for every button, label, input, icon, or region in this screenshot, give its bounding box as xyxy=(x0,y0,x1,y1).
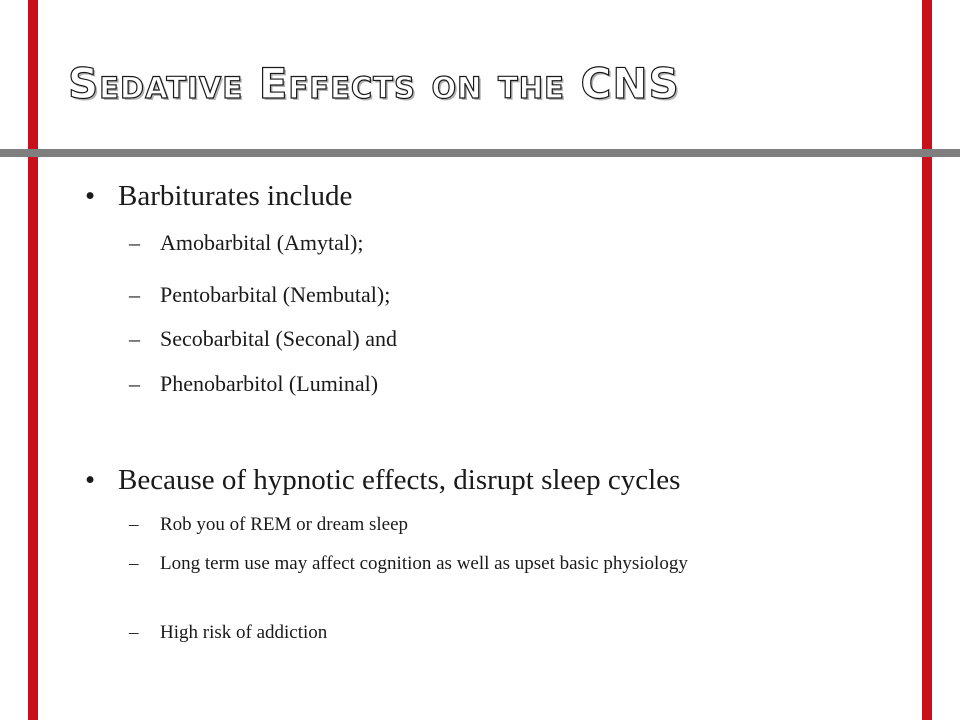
subitem-phenobarbitol xyxy=(129,370,379,398)
subitem-text: Pentobarbital (Nembutal); xyxy=(160,282,391,307)
subitem-text: Phenobarbitol (Luminal) xyxy=(160,371,379,396)
subitem-rem-sleep xyxy=(129,512,820,537)
subitem-addiction-risk xyxy=(129,620,820,645)
bullet-text: Barbiturates include xyxy=(118,180,353,212)
slide-title: Sedative Effects on the CNS xyxy=(68,59,680,108)
bullet-icon: • xyxy=(85,180,96,212)
bullet-icon: • xyxy=(85,464,96,496)
subitem-text: Long term use may affect cognition as well as upset basic physiology xyxy=(160,553,688,574)
dash-icon: – xyxy=(129,282,140,307)
dash-icon: – xyxy=(129,326,140,351)
dash-icon: – xyxy=(129,622,139,643)
bullet-barbiturates xyxy=(85,178,353,214)
subitem-text: Secobarbital (Seconal) and xyxy=(160,326,398,351)
subitem-text: Rob you of REM or dream sleep xyxy=(160,514,409,535)
subitem-pentobarbital xyxy=(129,281,391,309)
subitem-long-term-use xyxy=(129,551,820,576)
dash-icon: – xyxy=(129,230,140,255)
subitem-text: High risk of addiction xyxy=(160,622,328,643)
dash-icon: – xyxy=(129,371,140,396)
bullet-hypnotic-effects xyxy=(85,462,681,498)
dash-icon: – xyxy=(129,553,139,574)
subitem-amobarbital xyxy=(129,229,364,257)
dash-icon: – xyxy=(129,514,139,535)
subitem-secobarbital xyxy=(129,325,398,353)
subitem-text: Amobarbital (Amytal); xyxy=(160,230,364,255)
bullet-text: Because of hypnotic effects, disrupt sleep cycles xyxy=(118,464,681,496)
